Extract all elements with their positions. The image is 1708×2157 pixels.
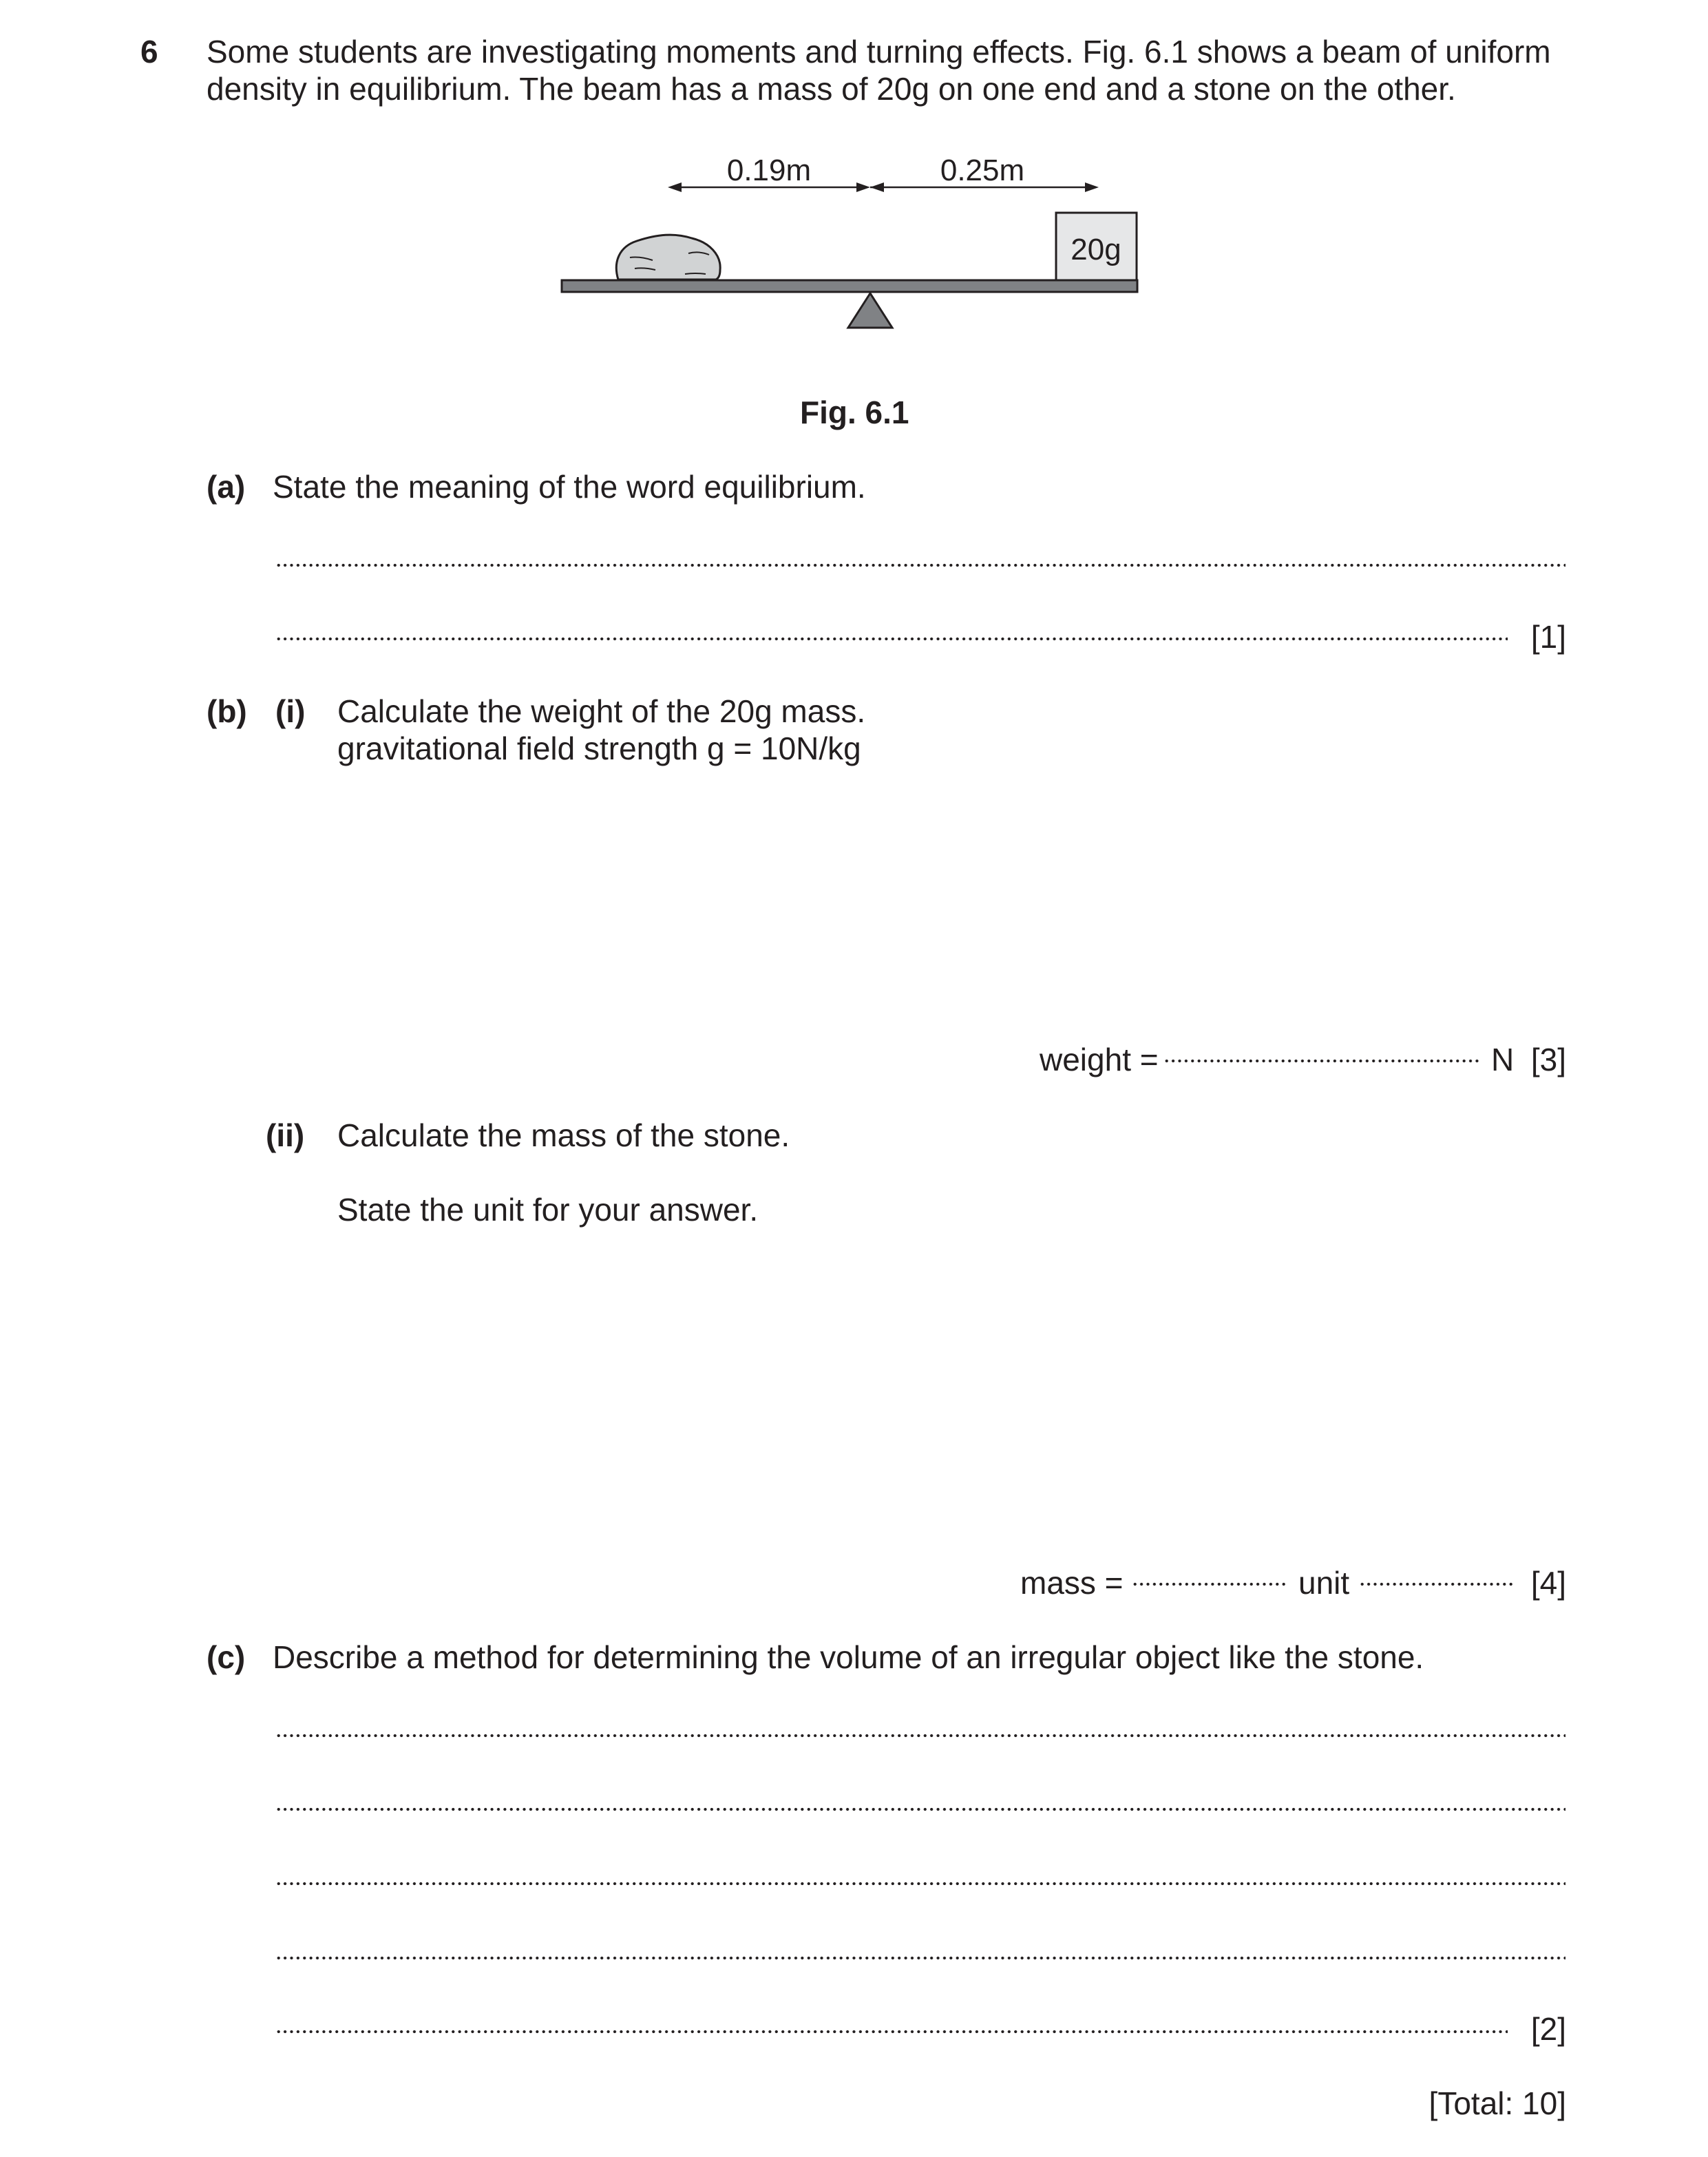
total-marks: [Total: 10] xyxy=(1428,2085,1566,2121)
mass-answer-field[interactable] xyxy=(1132,1582,1287,1586)
unit-answer-field[interactable] xyxy=(1359,1582,1515,1586)
weight-answer-unit: N xyxy=(1491,1042,1515,1077)
answer-line[interactable] xyxy=(275,1807,1565,1811)
part-a-label: (a) xyxy=(207,469,246,505)
mass-answer-prefix: mass = xyxy=(1020,1565,1124,1601)
question-intro-line-1: Some students are investigating moments and turning effects. Fig. 6.1 shows a beam of uniform xyxy=(207,34,1551,70)
answer-line[interactable] xyxy=(275,1734,1565,1738)
unit-answer-prefix: unit xyxy=(1298,1565,1350,1601)
part-b-i-given: gravitational field strength g = 10N/kg xyxy=(337,730,861,766)
answer-line[interactable] xyxy=(275,637,1508,641)
pivot-triangle xyxy=(848,293,892,328)
part-b-ii-question: Calculate the mass of the stone. xyxy=(337,1117,790,1153)
weight-answer-prefix: weight = xyxy=(1040,1042,1159,1077)
answer-line[interactable] xyxy=(275,563,1565,567)
part-b-i-marks: [3] xyxy=(1530,1042,1566,1077)
answer-line[interactable] xyxy=(275,1882,1565,1886)
part-b-i-question: Calculate the weight of the 20g mass. xyxy=(337,693,866,729)
part-c-marks: [2] xyxy=(1530,2011,1566,2047)
answer-line[interactable] xyxy=(275,1956,1565,1960)
beam-diagram xyxy=(0,0,1708,358)
part-b-ii-unit-instruction: State the unit for your answer. xyxy=(337,1192,759,1228)
part-b-ii-label: (ii) xyxy=(266,1117,305,1153)
mass-block-label: 20g xyxy=(1071,233,1121,266)
stone-illustration xyxy=(616,235,720,280)
figure-caption: Fig. 6.1 xyxy=(800,394,909,430)
weight-answer-field[interactable] xyxy=(1163,1059,1482,1063)
question-intro-line-2: density in equilibrium. The beam has a mass of 20g on one end and a stone on the other. xyxy=(207,71,1456,107)
left-distance-label: 0.19m xyxy=(726,154,812,187)
part-a-marks: [1] xyxy=(1530,619,1566,655)
part-b-ii-marks: [4] xyxy=(1530,1565,1566,1601)
answer-line[interactable] xyxy=(275,2030,1508,2034)
beam xyxy=(562,280,1137,292)
part-b-label: (b) xyxy=(207,693,247,729)
part-a-question: State the meaning of the word equilibrium. xyxy=(273,469,866,505)
part-c-question: Describe a method for determining the volume of an irregular object like the stone. xyxy=(273,1639,1424,1675)
part-c-label: (c) xyxy=(207,1639,246,1675)
part-b-i-label: (i) xyxy=(275,693,306,729)
question-number: 6 xyxy=(140,34,158,70)
right-distance-label: 0.25m xyxy=(940,154,1025,187)
